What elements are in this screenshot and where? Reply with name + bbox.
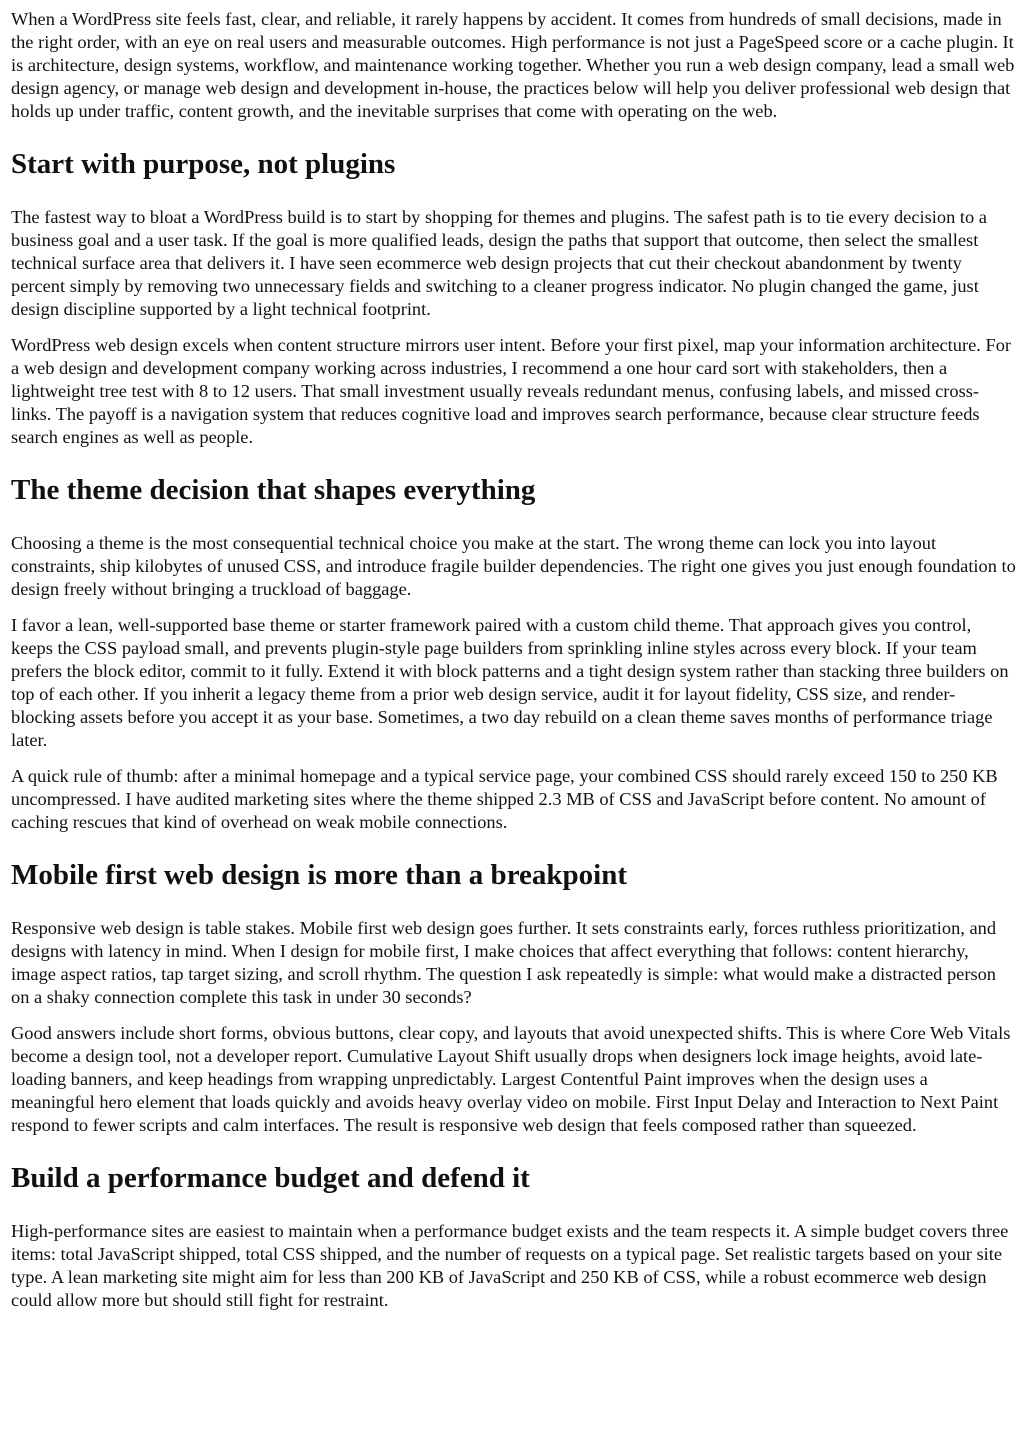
body-paragraph: High-performance sites are easiest to maintain when a performance budget exists and the team respects it. A simple budget covers three items: total JavaScript shipped, total CSS shipped, and the number of requests on a typical page. Set realistic targets based on your site type. A lean marketing site might aim for less than 200 KB of JavaScript and 250 KB of CSS, while a robust ecommerce web design could allow more but should still fight for restraint. [11,1221,1009,1310]
section-theme [11,472,1016,834]
body-paragraph: Choosing a theme is the most consequential technical choice you make at the start. The wrong theme can lock you into layout constraints, ship kilobytes of unused CSS, and introduce fragile builder dependencies. The right one gives you just enough foundation to design freely without bringing a truckload of baggage. [11,533,1016,599]
body-paragraph: The fastest way to bloat a WordPress build is to start by shopping for themes and plugins. The safest path is to tie every decision to a business goal and a user task. If the goal is more qualified leads, design the paths that support that outcome, then select the smallest technical surface area that delivers it. I have seen ecommerce web design projects that cut their checkout abandonment by twenty percent simply by removing two unnecessary fields and switching to a cleaner progress indicator. No plugin changed the game, just design discipline supported by a light technical footprint. [11,207,987,319]
body-paragraph: Responsive web design is table stakes. Mobile first web design goes further. It sets constraints early, forces ruthless prioritization, and designs with latency in mind. When I design for mobile first, I make choices that affect everything that follows: content hierarchy, image aspect ratios, tap target sizing, and scroll rhythm. The question I ask repeatedly is simple: what would make a distracted person on a shaky connection complete this task in under 30 seconds? [11,918,997,1007]
intro-paragraph: When a WordPress site feels fast, clear, and reliable, it rarely happens by accident. It comes from hundreds of small decisions, made in the right order, with an eye on real users and measurable outcomes. High performance is not just a PageSpeed score or a cache plugin. It is architecture, design systems, workflow, and maintenance working together. Whether you run a web design company, lead a small web design agency, or manage web design and development in-house, the practices below will help you deliver professional web design that holds up under traffic, content growth, and the inevitable surprises that come with operating on the web. [11,9,1015,121]
section-heading: The theme decision that shapes everything [11,474,536,506]
section-heading: Build a performance budget and defend it [11,1162,530,1194]
body-paragraph: Good answers include short forms, obvious buttons, clear copy, and layouts that avoid unexpected shifts. This is where Core Web Vitals become a design tool, not a developer report. Cumulative Layout Shift usually drops when designers lock image heights, avoid late-loading banners, and keep headings from wrapping unpredictably. Largest Contentful Paint improves when the design uses a meaningful hero element that loads quickly and avoids heavy overlay video on mobile. First Input Delay and Interaction to Next Paint respond to fewer scripts and calm interfaces. The result is responsive web design that feels composed rather than squeezed. [11,1023,1011,1135]
body-paragraph: A quick rule of thumb: after a minimal homepage and a typical service page, your combined CSS should rarely exceed 150 to 250 KB uncompressed. I have audited marketing sites where the theme shipped 2.3 MB of CSS and JavaScript before content. No amount of caching rescues that kind of overhead on weak mobile connections. [11,766,998,832]
section-heading: Start with purpose, not plugins [11,148,396,180]
section-heading: Mobile first web design is more than a breakpoint [11,859,628,891]
section-performance-budget [11,1160,1016,1312]
section-mobile-first [11,857,1016,1137]
section-purpose [11,146,1016,449]
body-paragraph: WordPress web design excels when content structure mirrors user intent. Before your first pixel, map your information architecture. For a web design and development company working across industries, I recommend a one hour card sort with stakeholders, then a lightweight tree test with 8 to 12 users. That small investment usually reveals redundant menus, confusing labels, and missed cross-links. The payoff is a navigation system that reduces cognitive load and improves search performance, because clear structure feeds search engines as well as people. [11,335,1012,447]
body-paragraph: I favor a lean, well-supported base theme or starter framework paired with a custom child theme. That approach gives you control, keeps the CSS payload small, and prevents plugin-style page builders from sprinkling inline styles across every block. If your team prefers the block editor, commit to it fully. Extend it with block patterns and a tight design system rather than stacking three builders on top of each other. If you inherit a legacy theme from a prior web design service, audit it for layout fidelity, CSS size, and render-blocking assets before you accept it as your base. Sometimes, a two day rebuild on a clean theme saves months of performance triage later. [11,615,1009,750]
